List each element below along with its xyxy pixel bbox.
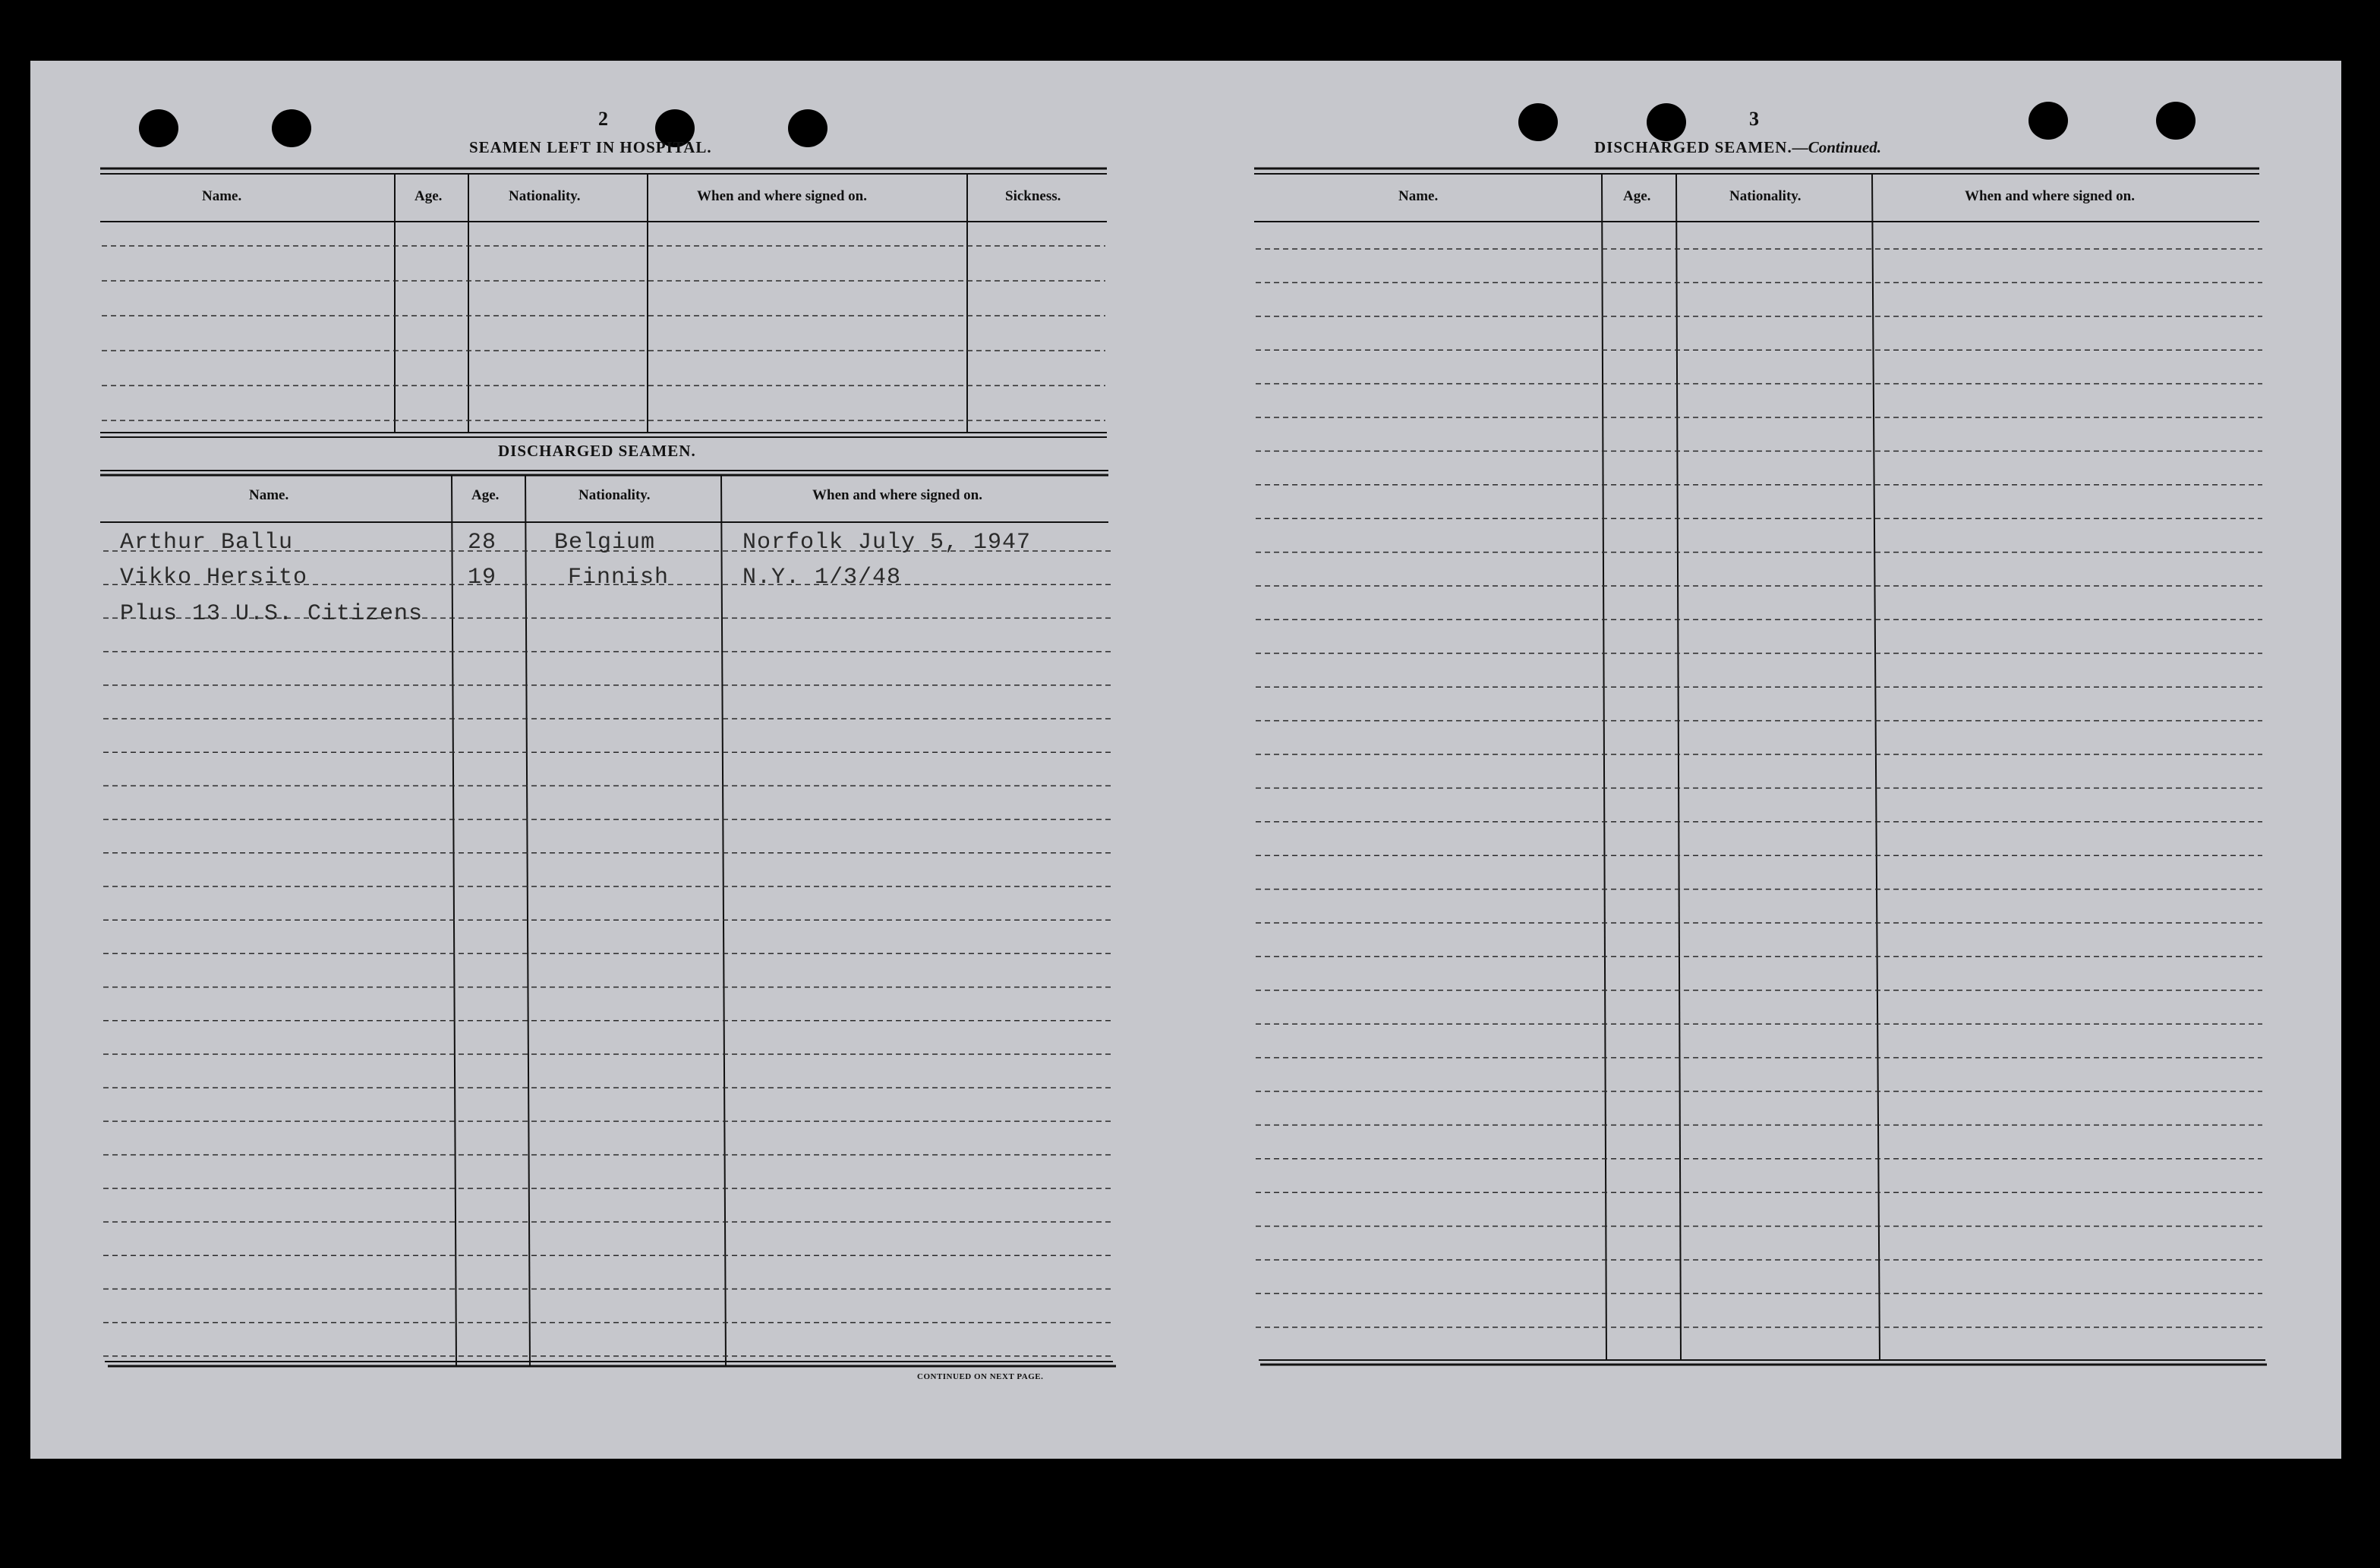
discharged-header-age: Age. [471, 487, 500, 503]
hospital-header-sickness: Sickness. [1005, 188, 1061, 204]
table-row-2-signed-on: N.Y. 1/3/48 [742, 565, 902, 590]
page-number-left: 2 [598, 108, 608, 130]
hospital-header-name: Name. [202, 188, 242, 204]
table-row-2-nationality: Finnish [568, 565, 670, 590]
right-page-rules [30, 61, 2341, 1459]
hospital-header-age: Age. [415, 188, 443, 204]
discharged-header-signed-on: When and where signed on. [812, 487, 983, 503]
right-page-title-main: DISCHARGED SEAMEN. [1594, 138, 1792, 156]
right-header-nationality: Nationality. [1729, 188, 1802, 204]
right-header-name: Name. [1398, 188, 1439, 204]
table-row-1-nationality: Belgium [554, 530, 656, 556]
table-row-1-age: 28 [468, 530, 497, 556]
table-row-2-age: 19 [468, 565, 497, 590]
hospital-header-nationality: Nationality. [509, 188, 581, 204]
right-header-age: Age. [1623, 188, 1651, 204]
discharged-header-nationality: Nationality. [578, 487, 651, 503]
continued-footer: CONTINUED ON NEXT PAGE. [917, 1372, 1044, 1381]
right-header-signed-on: When and where signed on. [1965, 188, 2136, 204]
table-row-1-name: Arthur Ballu [120, 530, 294, 556]
page-number-right: 3 [1749, 108, 1759, 130]
table-row-2-name: Vikko Hersito [120, 565, 308, 590]
table-row-1-signed-on: Norfolk July 5, 1947 [742, 530, 1032, 556]
hospital-header-signed-on: When and where signed on. [697, 188, 868, 204]
table-row-3-name: Plus 13 U.S. Citizens [120, 601, 424, 627]
hospital-section-title: SEAMEN LEFT IN HOSPITAL. [469, 138, 712, 156]
right-page-title-suffix: —Continued. [1792, 138, 1881, 156]
ledger-sheet [30, 61, 2341, 1459]
discharged-header-name: Name. [249, 487, 289, 503]
discharged-section-title: DISCHARGED SEAMEN. [498, 442, 696, 460]
